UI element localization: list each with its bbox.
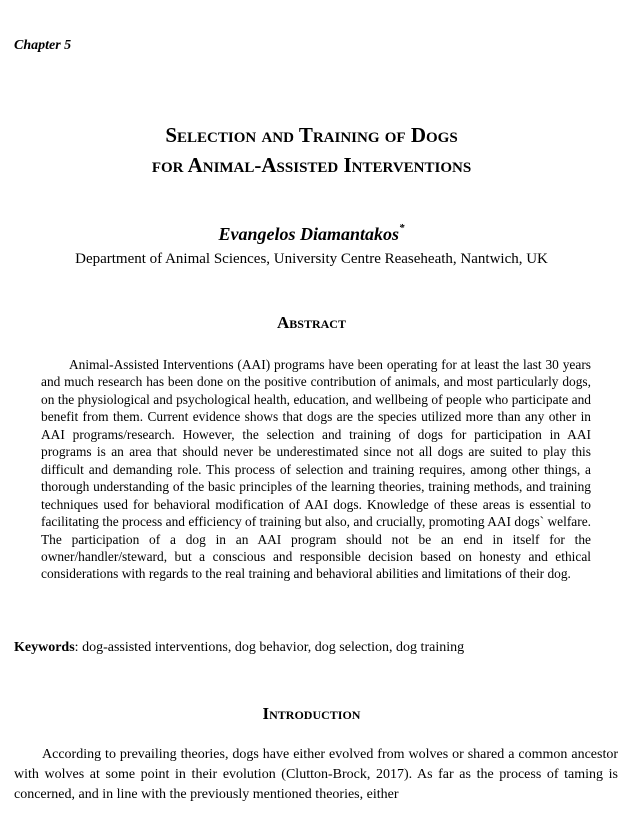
- chapter-title-line-2: for Animal-Assisted Interventions: [151, 153, 472, 177]
- author-footnote-mark: *: [399, 222, 405, 234]
- author-name: Evangelos Diamantakos: [218, 224, 400, 244]
- abstract-heading: Abstract: [277, 313, 346, 332]
- introduction-text: According to prevailing theories, dogs have either evolved from wolves or shared a common ancestor with wolves at some point in their evolution (Clutton-Brock, 2017). As far as the process of taming is concerned, and in line with the previously mentioned theories, either: [14, 747, 618, 802]
- introduction-heading: Introduction: [262, 704, 361, 723]
- author-affiliation: Department of Animal Sciences, University Centre Reaseheath, Nantwich, UK: [75, 251, 548, 267]
- chapter-label: Chapter 5: [14, 38, 72, 53]
- keywords-label: Keywords: [14, 640, 75, 655]
- chapter-title-line-1: Selection and Training of Dogs: [165, 123, 458, 147]
- abstract-text: Animal-Assisted Interventions (AAI) programs have been operating for at least the last 30 years and much research has been done on the positive contribution of animals, and most particularly dogs, on the physiological and psychological health, education, and wellbeing of people who participate and benefit from them. Current evidence shows that dogs are the species utilized more than any other in AAI programs/research. However, the selection and training of dogs for participation in AAI programs is an area that should never be underestimated since not all dogs are suited to play this difficult and demanding role. This process of selection and training requires, among other things, a thorough understanding of the basic principles of the learning theories, training methods, and training techniques used for behavioral modification of AAI dogs. Knowledge of these areas is essential to facilitating the process and efficiency of training but also, and crucially, promoting AAI dogs` welfare. The participation of a dog in an AAI program should not be an end in itself for the owner/handler/steward, but a conscious and responsible decision based on honesty and ethical considerations with regards to the real training and behavioral abilities and limitations of their dog.: [41, 357, 591, 582]
- keywords-separator: :: [74, 640, 79, 655]
- keywords: [14, 640, 614, 656]
- chapter-title: [0, 120, 623, 180]
- author: [0, 224, 623, 245]
- keywords-text: dog-assisted interventions, dog behavior, dog selection, dog training: [78, 640, 465, 655]
